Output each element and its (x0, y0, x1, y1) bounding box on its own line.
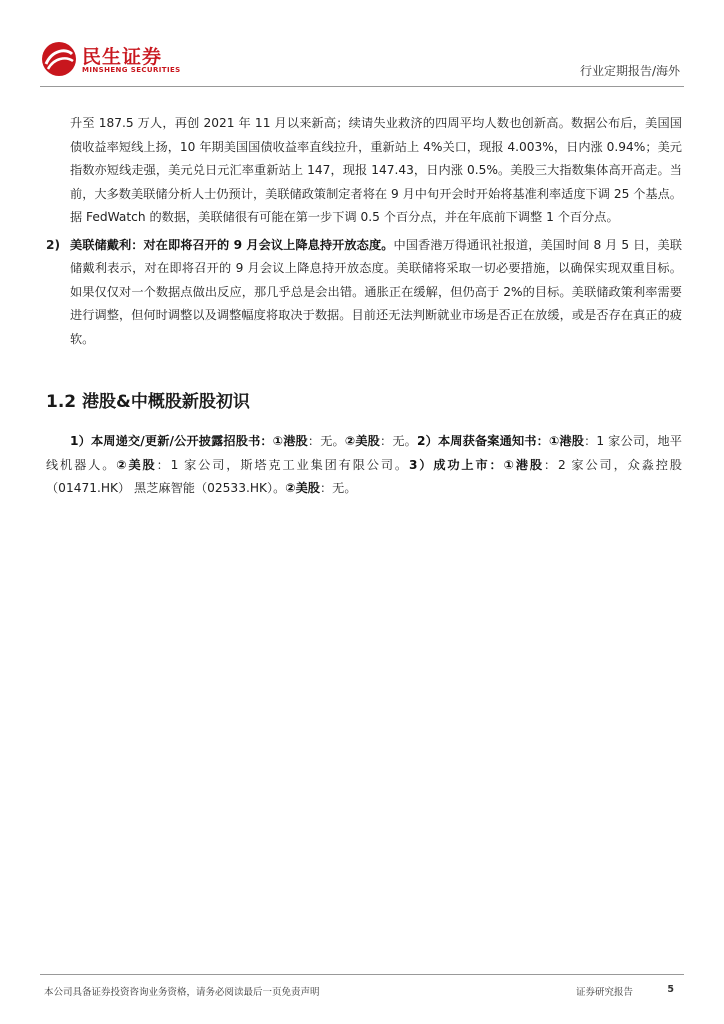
brand-logo (40, 40, 180, 80)
page-header (0, 0, 724, 88)
ipo-listed-hk-text: ：2 家公司，众淼控股（01471.HK） 黑芝麻智能（02533.HK）。 (46, 457, 682, 495)
page-number: 5 (667, 984, 674, 995)
main-content (46, 112, 682, 501)
footer-divider (40, 974, 684, 975)
ipo-listed-us-text: ：无。 (319, 481, 357, 495)
ipo-record-hk-text: ：1 家公司，地平线机器人。 (46, 434, 682, 472)
list-item-title: 美联储戴利：对在即将召开的 9 月会议上降息持开放态度。 (70, 237, 394, 252)
ipo-filing-hk-label: ①港股 (272, 434, 308, 448)
report-type: 行业定期报告/海外 (579, 64, 680, 78)
ipo-listed-us-label: ②美股 (285, 481, 320, 495)
ipo-listed-label: 3）成功上市： (408, 457, 504, 472)
brand-name-cn: 民生证券 (82, 46, 163, 68)
list-item-text: 中国香港万得通讯社报道，美国时间 8 月 5 日，美联储戴利表示，对在即将召开的 9 月会议上降息持开放态度。美联储将采取一切必要措施，以确保实现双重目标。如果仅仅对一个数据点做出反应，那几乎总是会出错。通胀正在缓解，但仍高于 2%的目标。美联储政策利率需要进行调整，但何时调整以及调整幅度将取决于数据。目前还无法判断就业市场是否正在放缓，或是否存在真正的疲软。 (70, 237, 682, 346)
ipo-filing-label: 1）本周递交/更新/公开披露招股书： (70, 434, 273, 448)
ipo-filing-us-text: ：无。 (380, 434, 418, 448)
ipo-filing-us-label: ②美股 (344, 434, 381, 448)
ipo-summary-paragraph (46, 430, 682, 501)
footer-disclaimer: 本公司具备证券投资咨询业务资格，请务必阅读最后一页免责声明 (44, 987, 320, 998)
list-item-2 (46, 234, 682, 352)
footer-report-kind: 证券研究报告 (576, 987, 634, 998)
section-title: 1.2 港股&中概股新股初识 (46, 392, 250, 412)
ipo-listed-hk-label: ①港股 (503, 457, 544, 472)
ipo-record-hk-label: ①港股 (548, 434, 585, 448)
ipo-record-us-text: ：1 家公司，斯塔克工业集团有限公司。 (156, 457, 409, 472)
ipo-record-us-label: ②美股 (116, 457, 157, 472)
brand-name-en: MINSHENG SECURITIES (82, 66, 181, 74)
list-number: 2) (46, 237, 61, 252)
minsheng-logo-icon (40, 40, 78, 78)
ipo-record-label: 2）本周获备案通知书： (417, 434, 549, 448)
paragraph-continued: 升至 187.5 万人，再创 2021 年 11 月以来新高；续请失业救济的四周平均人数也创新高。数据公布后，美国国债收益率短线上扬，10 年期美国国债收益率直线拉升，重新站上 4%关口，现报 4.003%，日内涨 0.94%；美元指数亦短线走强，美元兑日元汇率重新站上 147，现报 147.43，日内涨 0.5%。美股三大指数集体高开高走。当前，大多数美联储分析人士仍预计，美联储政策制定者将在 9 月中旬开会时开始将基准利率适度下调 25 个基点。据 FedWatch 的数据，美联储很有可能在第一步下调 0.5 个百分点，并在年底前下调整 1 个百分点。 (70, 116, 682, 224)
header-divider (40, 86, 684, 87)
ipo-filing-hk-text: ：无。 (307, 434, 345, 448)
